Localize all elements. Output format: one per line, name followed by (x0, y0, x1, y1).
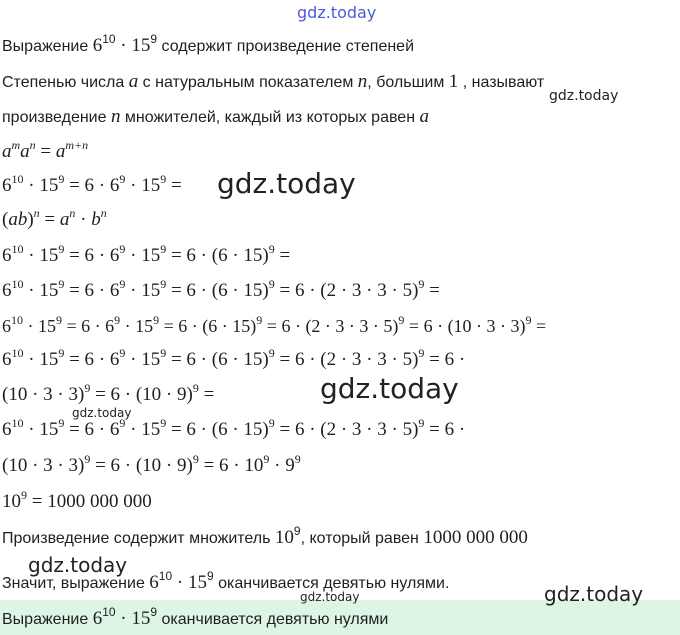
watermark: gdz.today (217, 167, 356, 200)
watermark: gdz.today (72, 406, 132, 420)
watermark: gdz.today (549, 88, 619, 104)
definition-line-1: Степенью числа a с натуральным показателем n, большим 1 , называют (2, 71, 545, 92)
factor-line: Произведение содержит множитель $10^9$, который равен 1000 000 000 (2, 524, 528, 548)
watermark: gdz.today (28, 553, 128, 577)
intro-line: Выражение $6^{10} \cdot 15^9$ содержит произведение степеней (2, 32, 415, 56)
watermark: gdz.today (544, 582, 644, 606)
definition-line-2: произведение n множителей, каждый из которых равен a (2, 106, 429, 127)
equation-step-5b: $(10 \cdot 3 \cdot 3)^9 = 6 \cdot (10 \cdot 9)^9$ = (2, 381, 215, 405)
watermark: gdz.today (320, 372, 459, 405)
equation-step-2: $6^{10} \cdot 15^9 = 6 \cdot 6^9 \cdot 15^9 = 6 \cdot (6 \cdot 15)^9$ = (2, 242, 291, 266)
equation-step-6b: $(10 \cdot 3 \cdot 3)^9 = 6 \cdot (10 \cdot 9)^9 = 6 \cdot 10^9 \cdot 9^9$ (2, 452, 301, 476)
equation-step-6a: $6^{10} \cdot 15^9 = 6 \cdot 6^9 \cdot 15^9 = 6 \cdot (6 \cdot 15)^9 = 6 \cdot (2 \cdot 3 \cdot 3 \cdot 5)^9 = 6$ · (2, 416, 466, 440)
power-product-rule: $a^ma^n = a^{m+n}$ (2, 138, 89, 162)
equation-step-5a: $6^{10} \cdot 15^9 = 6 \cdot 6^9 \cdot 15^9 = 6 \cdot (6 \cdot 15)^9 = 6 \cdot (2 \cdot 3 \cdot 3 \cdot 5)^9 = 6$ · (2, 346, 466, 370)
conclusion-line: Значит, выражение $6^{10} \cdot 15^9$ оканчивается девятью нулями. (2, 569, 450, 593)
watermark: gdz.today (300, 590, 360, 604)
equation-step-4: $6^{10} \cdot 15^9 = 6 \cdot 6^9 \cdot 15^9 = 6 \cdot (6 \cdot 15)^9 = 6 \cdot (2 \cdot 3 \cdot 3 \cdot 5)^9 = 6 \cdot (10 \cdot 3 \cdot 3)^9$ = (2, 313, 547, 336)
watermark: gdz.today (297, 3, 377, 22)
product-power-rule: $(ab)^n = a^n \cdot b^n$ (2, 206, 107, 230)
power-of-ten-line: $10^9 = 1000$ 000 000 (2, 488, 152, 512)
answer-text: Выражение $6^{10} \cdot 15^9$ оканчивается девятью нулями (2, 605, 389, 629)
equation-step-1: $6^{10} \cdot 15^9 = 6 \cdot 6^9 \cdot 15^9$ = (2, 172, 182, 196)
equation-step-3: $6^{10} \cdot 15^9 = 6 \cdot 6^9 \cdot 15^9 = 6 \cdot (6 \cdot 15)^9 = 6 \cdot (2 \cdot 3 \cdot 3 \cdot 5)^9$ = (2, 277, 440, 301)
